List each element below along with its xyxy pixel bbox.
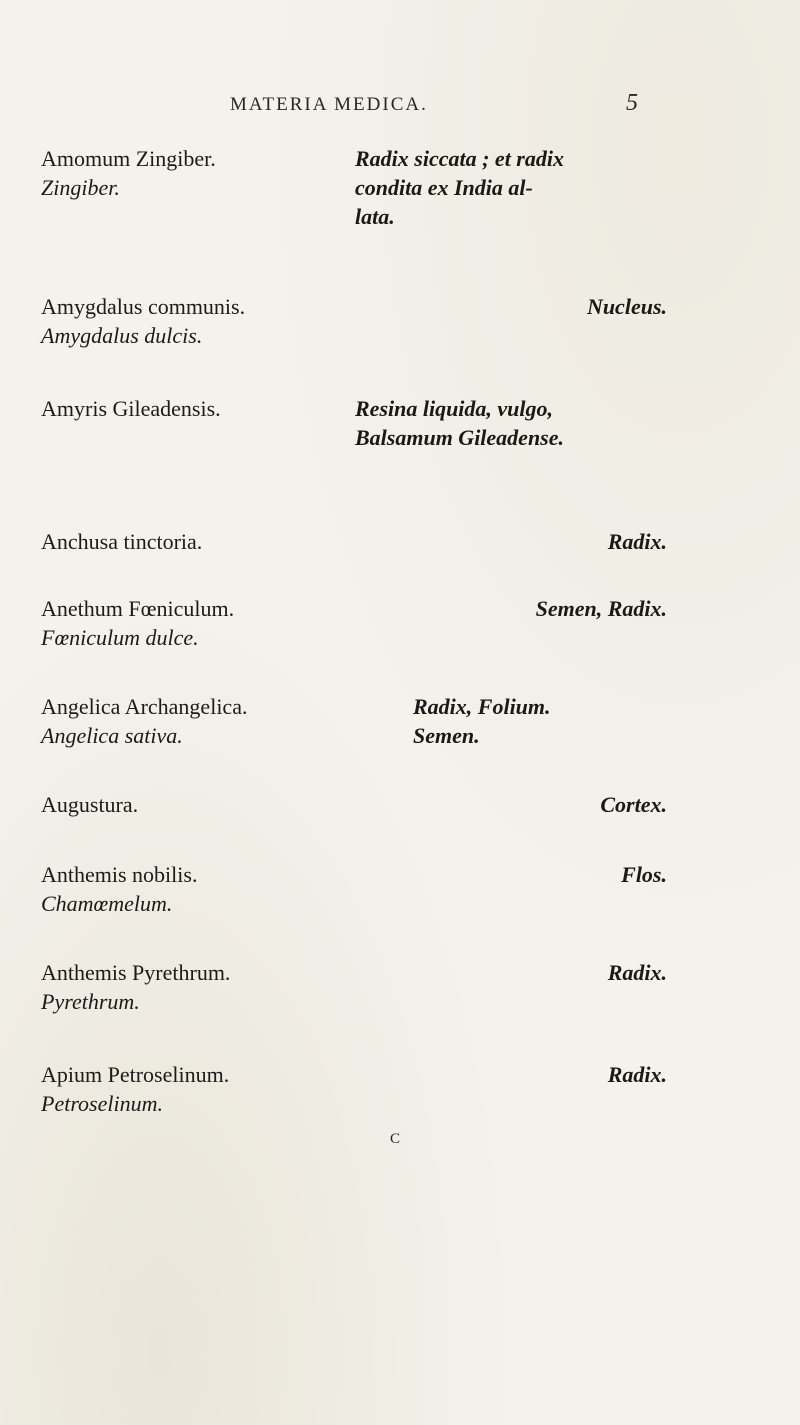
parts-used [355, 594, 667, 623]
part-used: Radix, Folium. [413, 694, 551, 719]
parts-used [355, 527, 667, 556]
signature-mark: C [390, 1131, 401, 1147]
part-used: Nucleus. [586, 294, 667, 319]
entry-names [41, 292, 341, 350]
part-used: Radix. [607, 1062, 667, 1087]
pharmacopoeia-name: Angelica sativa. [41, 723, 183, 748]
entry-names [41, 790, 341, 819]
entry-names [41, 527, 341, 556]
part-used: Flos. [621, 862, 667, 887]
parts-used [355, 1060, 667, 1089]
botanical-name: Amyris Gileadensis. [41, 396, 221, 421]
botanical-name: Amygdalus communis. [41, 294, 246, 319]
pharmacopoeia-name: Petroselinum. [41, 1091, 163, 1116]
part-used: Cortex. [600, 792, 667, 817]
entry-names [41, 692, 341, 750]
part-used: Radix. [607, 960, 667, 985]
part-used: condita ex India al- [355, 175, 533, 200]
botanical-name: Augustura. [41, 792, 139, 817]
part-used: Semen, Radix. [535, 596, 667, 621]
botanical-name: Apium Petroselinum. [41, 1062, 230, 1087]
pharmacopoeia-name: Pyrethrum. [41, 989, 140, 1014]
botanical-name: Amomum Zingiber. [41, 146, 216, 171]
botanical-name: Anchusa tinctoria. [41, 529, 203, 554]
botanical-name: Anthemis Pyrethrum. [41, 960, 231, 985]
part-used: Semen. [413, 723, 480, 748]
botanical-name: Anethum Fœniculum. [41, 596, 235, 621]
part-used: Radix siccata ; et radix [355, 146, 564, 171]
entry-names [41, 1060, 341, 1118]
botanical-name: Anthemis nobilis. [41, 862, 198, 887]
page-number: 5 [626, 90, 638, 116]
pharmacopoeia-name: Fœniculum dulce. [41, 625, 199, 650]
entry-names [41, 144, 341, 202]
part-used: Radix. [607, 529, 667, 554]
entry-names [41, 394, 341, 423]
entry-names [41, 594, 341, 652]
parts-used [355, 144, 667, 231]
parts-used [355, 860, 667, 889]
parts-used [355, 958, 667, 987]
running-head: MATERIA MEDICA. [230, 94, 428, 115]
pharmacopoeia-name: Zingiber. [41, 175, 120, 200]
parts-used [413, 692, 663, 750]
botanical-name: Angelica Archangelica. [41, 694, 248, 719]
part-used: Resina liquida, vulgo, [355, 396, 554, 421]
parts-used [355, 394, 667, 452]
entry-names [41, 860, 341, 918]
parts-used [355, 292, 667, 321]
part-used: lata. [355, 204, 395, 229]
parts-used [355, 790, 667, 819]
pharmacopoeia-name: Amygdalus dulcis. [41, 323, 203, 348]
entry-names [41, 958, 341, 1016]
part-used: Balsamum Gileadense. [355, 425, 565, 450]
pharmacopoeia-name: Chamœmelum. [41, 891, 173, 916]
